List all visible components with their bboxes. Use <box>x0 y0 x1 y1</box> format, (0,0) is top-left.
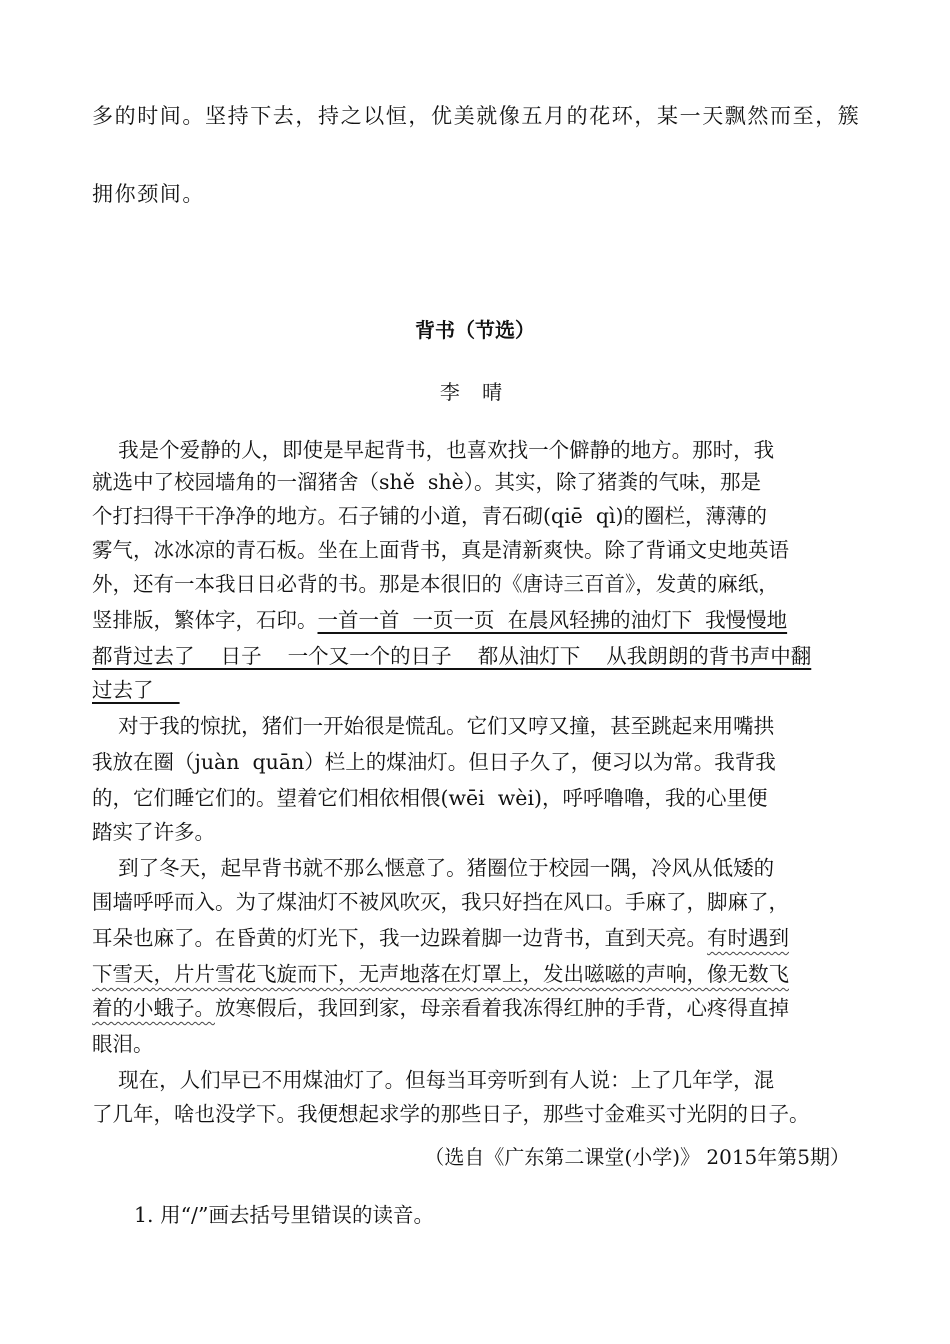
paragraph-line: 我是个爱静的人，即使是早起背书，也喜欢找一个僻静的地方。那时，我 <box>92 438 775 462</box>
underlined-poem-text: 一首一首 一页一页 在晨风轻拂的油灯下 我慢慢地 <box>317 608 788 632</box>
underlined-line: 都背过去了 日子 一个又一个的日子 都从油灯下 从我朗朗的背书声中翻 <box>92 644 812 668</box>
paragraph-line: 眼泪。 <box>92 1032 154 1056</box>
paragraph-line: 我放在圈（juàn quān）栏上的煤油灯。但日子久了，便习以为常。我背我 <box>92 750 776 774</box>
intro-line-1: 多的时间。坚持下去，持之以恒，优美就像五月的花环，某一天飘然而至，簇 <box>92 104 861 128</box>
wavy-underlined-line: 下雪天，片片雪花飞旋而下，无声地落在灯罩上，发出嗞嗞的声响，像无数飞 <box>92 962 789 986</box>
paragraph-line: 到了冬天，起早背书就不那么惬意了。猪圈位于校园一隅，冷风从低矮的 <box>92 856 775 880</box>
paragraph-line: 踏实了许多。 <box>92 820 215 844</box>
line-text: 耳朵也麻了。在昏黄的灯光下，我一边跺着脚一边背书，直到天亮。 <box>92 926 707 950</box>
article-source: （选自《广东第二课堂(小学)》 2015年第5期） <box>424 1145 850 1169</box>
intro-line-2: 拥你颈间。 <box>92 182 205 206</box>
wavy-underlined-text: 有时遇到 <box>707 926 789 950</box>
paragraph-line: 对于我的惊扰，猪们一开始很是慌乱。它们又哼又撞，甚至跳起来用嘴拱 <box>92 714 775 738</box>
paragraph-line: 的，它们睡它们的。望着它们相依相偎(wēi wèi)，呼呼噜噜，我的心里便 <box>92 786 768 810</box>
underlined-line: 过去了 <box>92 678 180 702</box>
paragraph-line <box>92 994 789 1022</box>
paragraph-line: 现在，人们早已不用煤油灯了。但每当耳旁听到有人说：上了几年学，混 <box>92 1068 775 1092</box>
article-author: 李 晴 <box>439 380 511 404</box>
paragraph-line: 个打扫得干干净净的地方。石子铺的小道，青石砌(qiē qì)的圈栏，薄薄的 <box>92 504 768 528</box>
paragraph-line: 雾气，冰冰凉的青石板。坐在上面背书，真是清新爽快。除了背诵文史地英语 <box>92 538 789 562</box>
paragraph-line: 围墙呼呼而入。为了煤油灯不被风吹灭，我只好挡在风口。手麻了，脚麻了， <box>92 890 789 914</box>
paragraph-line <box>92 606 787 634</box>
line-text: 放寒假后，我回到家，母亲看着我冻得红肿的手背，心疼得直掉 <box>215 996 789 1020</box>
wavy-underlined-text: 着的小蛾子。 <box>92 996 215 1020</box>
line-text: 竖排版，繁体字，石印。 <box>92 608 318 632</box>
paragraph-line <box>92 924 789 952</box>
question-1: 1. 用“/”画去括号里错误的读音。 <box>134 1203 434 1227</box>
paragraph-line: 外，还有一本我日日必背的书。那是本很旧的《唐诗三百首》，发黄的麻纸， <box>92 572 779 596</box>
paragraph-line: 就选中了校园墙角的一溜猪舍（shě shè）。其实，除了猪粪的气味，那是 <box>92 470 761 494</box>
paragraph-line: 了几年，啥也没学下。我便想起求学的那些日子，那些寸金难买寸光阴的日子。 <box>92 1102 810 1126</box>
article-title: 背书（节选） <box>415 318 535 342</box>
